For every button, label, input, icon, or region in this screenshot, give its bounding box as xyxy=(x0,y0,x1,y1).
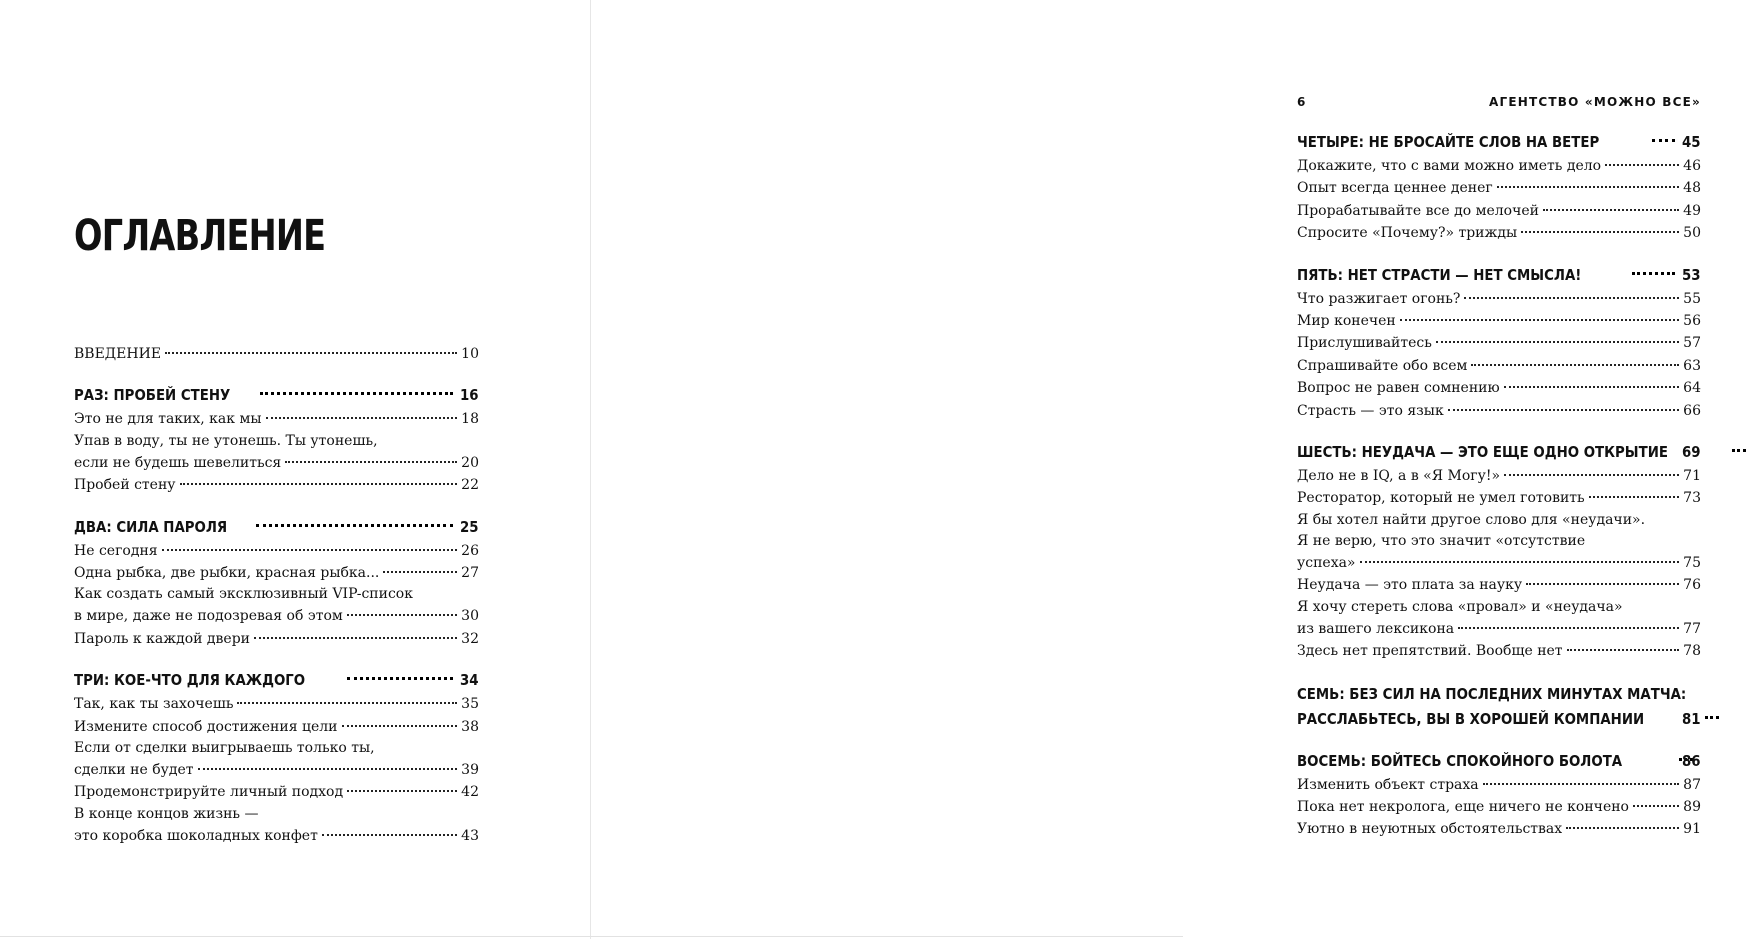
page-number-ref: 43 xyxy=(461,827,479,844)
toc-entry-leader xyxy=(1297,574,1683,596)
toc-entry-text: Я хочу стереть слова «провал» и «неудача» xyxy=(1297,598,1623,615)
page-number-ref: 53 xyxy=(1682,265,1701,284)
toc-entry-leader xyxy=(74,383,457,407)
toc-part xyxy=(1297,440,1701,662)
toc-entry-leader xyxy=(1297,332,1683,354)
toc-part xyxy=(74,515,479,651)
toc-entry xyxy=(1297,552,1701,574)
chapter-title: ШЕСТЬ: НЕУДАЧА — ЭТО ЕЩЕ ОДНО ОТКРЫТИЕ xyxy=(1297,443,1668,462)
toc-entry-leader xyxy=(1297,487,1683,509)
dot-leader xyxy=(1471,363,1679,366)
dot-leader xyxy=(1464,296,1679,299)
dot-leader xyxy=(180,482,458,485)
page-number-ref: 35 xyxy=(461,696,479,713)
dot-leader xyxy=(342,724,458,727)
dot-leader xyxy=(1632,271,1676,275)
page-number-ref: 77 xyxy=(1683,620,1701,637)
toc-entry-leader xyxy=(74,781,461,803)
toc-left-column xyxy=(74,343,479,847)
page-number-ref: 49 xyxy=(1683,202,1701,219)
page-number-ref: 69 xyxy=(1682,443,1701,462)
toc-entry-leader xyxy=(1297,263,1679,287)
toc-entry-leader xyxy=(74,343,461,365)
dot-leader xyxy=(1652,138,1675,142)
toc-entry-text: Мир конечен xyxy=(1297,313,1396,330)
chapter-heading xyxy=(1297,440,1701,464)
dot-leader xyxy=(1605,163,1679,166)
toc-entry-leader xyxy=(1297,400,1683,422)
toc-entry-text: Спросите «Почему?» трижды xyxy=(1297,225,1518,242)
page-number-ref: 66 xyxy=(1683,402,1701,419)
toc-part xyxy=(74,343,479,365)
page-number-ref: 50 xyxy=(1683,225,1701,242)
toc-entry-line xyxy=(1297,510,1701,531)
toc-entry-line xyxy=(74,584,479,605)
toc-entry xyxy=(1297,355,1701,377)
toc-entry-text: Одна рыбка, две рыбки, красная рыбка... xyxy=(74,565,380,582)
toc-entry-line xyxy=(1297,597,1701,618)
chapter-title: РАССЛАБЬТЕСЬ, ВЫ В ХОРОШЕЙ КОМПАНИИ xyxy=(1297,709,1645,728)
page-number-ref: 55 xyxy=(1683,290,1701,307)
toc-entry-leader xyxy=(1297,440,1679,464)
page-number-ref: 34 xyxy=(460,671,479,690)
chapter-title: ЧЕТЫРЕ: НЕ БРОСАЙТЕ СЛОВ НА ВЕТЕР xyxy=(1297,133,1600,151)
toc-entry-line xyxy=(1297,531,1701,552)
toc-entry xyxy=(74,562,479,584)
toc-entry-leader xyxy=(1297,749,1679,773)
toc-entry-leader xyxy=(1297,310,1683,332)
page-number-ref: 87 xyxy=(1683,776,1701,793)
right-page xyxy=(591,0,1701,939)
page-number-ref: 39 xyxy=(461,762,479,779)
toc-entry xyxy=(74,605,479,627)
toc-entry-leader xyxy=(1297,288,1683,310)
dot-leader xyxy=(1436,340,1679,343)
toc-entry-line xyxy=(1297,681,1701,707)
toc-entry xyxy=(1297,487,1701,509)
dot-leader xyxy=(1526,582,1679,585)
toc-part xyxy=(1297,681,1701,731)
toc-entry xyxy=(74,343,479,365)
dot-leader xyxy=(347,613,457,616)
dot-leader xyxy=(383,570,457,573)
page-number-ref: 46 xyxy=(1683,158,1701,174)
page-number-ref: 48 xyxy=(1683,180,1701,197)
toc-entry xyxy=(74,540,479,562)
toc-entry-text: Спрашивайте обо всем xyxy=(1297,357,1468,374)
toc-entry-text: ВВЕДЕНИЕ xyxy=(74,346,162,362)
toc-entry-text: успеха» xyxy=(1297,554,1356,571)
page-number-ref: 32 xyxy=(461,630,479,647)
chapter-heading xyxy=(1297,749,1701,773)
dot-leader xyxy=(1360,560,1680,563)
page-number-ref: 63 xyxy=(1683,357,1701,374)
toc-entry-leader xyxy=(1297,377,1683,399)
toc-entry xyxy=(1297,222,1701,244)
dot-leader xyxy=(256,523,453,527)
page-edge xyxy=(0,936,1183,937)
toc-entry-leader xyxy=(74,759,461,781)
page-number-ref: 42 xyxy=(461,784,479,801)
toc-entry xyxy=(1297,200,1701,222)
page-number-ref: 10 xyxy=(461,346,479,362)
toc-entry-leader xyxy=(74,693,461,715)
dot-leader xyxy=(1400,318,1679,321)
toc-entry xyxy=(1297,377,1701,399)
toc-entry xyxy=(74,693,479,715)
toc-part xyxy=(74,668,479,847)
toc-entry-line xyxy=(74,431,479,452)
page-number-ref: 38 xyxy=(461,718,479,735)
toc-entry-text: Я не верю, что это значит «отсутствие xyxy=(1297,532,1586,549)
toc-entry-text: Измените способ достижения цели xyxy=(74,718,338,735)
toc-entry-text: Что разжигает огонь? xyxy=(1297,290,1461,307)
toc-entry-text: Дело не в IQ, а в «Я Могу!» xyxy=(1297,468,1501,485)
chapter-heading xyxy=(74,668,479,692)
toc-entry xyxy=(74,781,479,803)
page-number-ref: 73 xyxy=(1683,490,1701,507)
chapter-title: ПЯТЬ: НЕТ СТРАСТИ — НЕТ СМЫСЛА! xyxy=(1297,265,1582,284)
chapter-heading xyxy=(74,383,479,407)
toc-entry-leader xyxy=(1297,618,1683,640)
toc-entry-text: Ресторатор, который не умел готовить xyxy=(1297,490,1585,507)
toc-entry-leader xyxy=(1297,707,1679,731)
toc-entry-line xyxy=(74,738,479,759)
toc-entry xyxy=(74,408,479,430)
dot-leader xyxy=(162,548,458,551)
toc-entry-text: Пароль к каждой двери xyxy=(74,630,250,647)
page-number-ref: 45 xyxy=(1682,133,1701,151)
toc-entry-text: Не сегодня xyxy=(74,542,158,559)
toc-entry xyxy=(1297,640,1701,662)
page-number-ref: 64 xyxy=(1683,380,1701,397)
toc-entry-text: Опыт всегда ценнее денег xyxy=(1297,180,1493,197)
toc-entry-leader xyxy=(1297,130,1679,154)
toc-entry-leader xyxy=(1297,177,1683,199)
page-number-ref: 89 xyxy=(1683,798,1701,815)
chapter-heading xyxy=(1297,263,1701,287)
toc-entry xyxy=(74,759,479,781)
toc-part xyxy=(1297,263,1701,422)
page-number-ref: 56 xyxy=(1683,313,1701,330)
toc-entry-leader xyxy=(74,452,461,474)
toc-entry xyxy=(74,716,479,738)
toc-entry-text: Я бы хотел найти другое слово для «неудачи». xyxy=(1297,511,1646,528)
dot-leader xyxy=(254,636,457,639)
chapter-title: РАЗ: ПРОБЕЙ СТЕНУ xyxy=(74,386,231,405)
chapter-heading xyxy=(1297,707,1701,731)
toc-entry-leader xyxy=(1297,465,1683,487)
dot-leader xyxy=(1705,715,1719,719)
toc-entry-leader xyxy=(74,716,461,738)
toc-entry xyxy=(74,825,479,847)
toc-entry-text: Прислушивайтесь xyxy=(1297,335,1432,352)
toc-entry-leader xyxy=(74,562,461,584)
dot-leader xyxy=(1567,648,1680,651)
toc-entry-leader xyxy=(74,825,461,847)
toc-part xyxy=(1297,749,1701,841)
dot-leader xyxy=(347,676,454,680)
toc-entry-line xyxy=(74,804,479,825)
toc-entry-text: Прорабатывайте все до мелочей xyxy=(1297,202,1539,219)
toc-entry-text: Упав в воду, ты не утонешь. Ты утонешь, xyxy=(74,432,378,449)
dot-leader xyxy=(198,767,458,770)
toc-entry-leader xyxy=(74,540,461,562)
toc-entry xyxy=(1297,574,1701,596)
page-number-ref: 75 xyxy=(1683,554,1701,571)
toc-entry-leader xyxy=(1297,640,1683,662)
toc-entry-text: Неудача — это плата за науку xyxy=(1297,577,1523,594)
dot-leader xyxy=(1543,208,1679,211)
toc-entry xyxy=(1297,774,1701,796)
toc-entry xyxy=(1297,618,1701,640)
toc-entry-text: Изменить объект страха xyxy=(1297,776,1479,793)
toc-entry-text: В конце концов жизнь — xyxy=(74,805,259,822)
toc-entry-leader xyxy=(1297,774,1683,796)
chapter-title: ВОСЕМЬ: БОЙТЕСЬ СПОКОЙНОГО БОЛОТА xyxy=(1297,751,1623,770)
dot-leader xyxy=(1483,782,1680,785)
dot-leader xyxy=(165,351,457,354)
dot-leader xyxy=(1589,495,1680,498)
toc-entry xyxy=(1297,310,1701,332)
toc-entry-leader xyxy=(74,668,457,692)
toc-entry-leader xyxy=(1297,796,1683,818)
toc-part xyxy=(74,383,479,496)
toc-entry xyxy=(1297,796,1701,818)
page-number-ref: 91 xyxy=(1683,821,1701,838)
toc-entry-text: Уютно в неуютных обстоятельствах xyxy=(1297,821,1563,838)
page-number-ref: 18 xyxy=(461,411,479,428)
dot-leader xyxy=(1504,473,1679,476)
toc-entry-text: Так, как ты захочешь xyxy=(74,696,234,713)
page-number-ref: 30 xyxy=(461,608,479,625)
toc-entry-text: Вопрос не равен сомнению xyxy=(1297,380,1500,397)
toc-entry xyxy=(74,628,479,650)
page-number-ref: 22 xyxy=(461,477,479,494)
page-number-ref: 57 xyxy=(1683,335,1701,352)
dot-leader xyxy=(237,701,457,704)
toc-entry-text: Докажите, что с вами можно иметь дело xyxy=(1297,158,1602,174)
toc-right-column xyxy=(1297,130,1701,841)
dot-leader xyxy=(1497,185,1679,188)
chapter-heading xyxy=(74,515,479,539)
toc-entry xyxy=(74,474,479,496)
toc-entry-leader xyxy=(74,408,461,430)
dot-leader xyxy=(1633,804,1679,807)
page-number-ref: 86 xyxy=(1682,751,1701,770)
toc-entry-text: это коробка шоколадных конфет xyxy=(74,827,318,844)
toc-entry-text: если не будешь шевелиться xyxy=(74,454,282,471)
running-header xyxy=(1297,95,1701,113)
toc-entry-leader xyxy=(1297,355,1683,377)
chapter-title: ТРИ: КОЕ-ЧТО ДЛЯ КАЖДОГО xyxy=(74,671,306,690)
dot-leader xyxy=(1448,408,1679,411)
toc-entry xyxy=(1297,332,1701,354)
dot-leader xyxy=(1732,448,1746,452)
left-page xyxy=(0,0,590,939)
toc-title: ОГЛАВЛЕНИЕ xyxy=(74,211,326,261)
toc-entry-text: из вашего лексикона xyxy=(1297,620,1455,637)
dot-leader xyxy=(347,789,457,792)
dot-leader xyxy=(285,460,457,463)
toc-entry xyxy=(1297,177,1701,199)
toc-entry-text: Как создать самый эксклюзивный VIP-список xyxy=(74,586,413,603)
dot-leader xyxy=(260,391,454,395)
toc-entry-text: Это не для таких, как мы xyxy=(74,411,262,428)
dot-leader xyxy=(1566,826,1679,829)
toc-entry xyxy=(74,452,479,474)
toc-entry-text: Если от сделки выигрываешь только ты, xyxy=(74,740,375,757)
dot-leader xyxy=(266,416,458,419)
dot-leader xyxy=(1504,385,1679,388)
page-number-ref: 76 xyxy=(1683,577,1701,594)
running-header-title: АГЕНТСТВО «МОЖНО ВСЕ» xyxy=(1489,95,1701,109)
dot-leader xyxy=(1458,626,1679,629)
page-number-ref: 78 xyxy=(1683,643,1701,660)
page-number-ref: 25 xyxy=(460,517,479,536)
toc-entry-leader xyxy=(74,474,461,496)
page-number-ref: 20 xyxy=(461,454,479,471)
toc-part xyxy=(1297,130,1701,245)
toc-entry xyxy=(1297,155,1701,177)
toc-entry-text: сделки не будет xyxy=(74,762,194,779)
toc-entry-text: СЕМЬ: БЕЗ СИЛ НА ПОСЛЕДНИХ МИНУТАХ МАТЧА: xyxy=(1297,684,1687,703)
toc-entry-text: Пока нет некролога, еще ничего не кончено xyxy=(1297,798,1629,815)
dot-leader xyxy=(1521,230,1679,233)
page-number-ref: 81 xyxy=(1682,709,1701,728)
toc-entry-leader xyxy=(74,515,457,539)
chapter-heading xyxy=(1297,130,1701,154)
chapter-title: ДВА: СИЛА ПАРОЛЯ xyxy=(74,517,228,536)
page-number-ref: 27 xyxy=(461,565,479,582)
toc-entry-text: Здесь нет препятствий. Вообще нет xyxy=(1297,643,1563,660)
toc-entry-leader xyxy=(74,605,461,627)
toc-entry-text: в мире, даже не подозревая об этом xyxy=(74,608,343,625)
page-number-ref: 71 xyxy=(1683,468,1701,485)
toc-entry xyxy=(1297,400,1701,422)
page-number: 6 xyxy=(1297,95,1306,109)
toc-entry-leader xyxy=(1297,222,1683,244)
page-number-ref: 26 xyxy=(461,542,479,559)
dot-leader xyxy=(322,833,457,836)
toc-entry-leader xyxy=(1297,552,1683,574)
toc-entry xyxy=(1297,465,1701,487)
toc-entry xyxy=(1297,818,1701,840)
toc-entry-leader xyxy=(1297,818,1683,840)
toc-entry-leader xyxy=(1297,200,1683,222)
toc-entry-leader xyxy=(74,628,461,650)
toc-entry-text: Страсть — это язык xyxy=(1297,402,1444,419)
toc-entry xyxy=(1297,288,1701,310)
page-number-ref: 16 xyxy=(460,386,479,405)
toc-entry-text: Пробей стену xyxy=(74,477,176,494)
toc-entry-text: Продемонстрируйте личный подход xyxy=(74,784,344,801)
toc-entry-leader xyxy=(1297,155,1683,177)
